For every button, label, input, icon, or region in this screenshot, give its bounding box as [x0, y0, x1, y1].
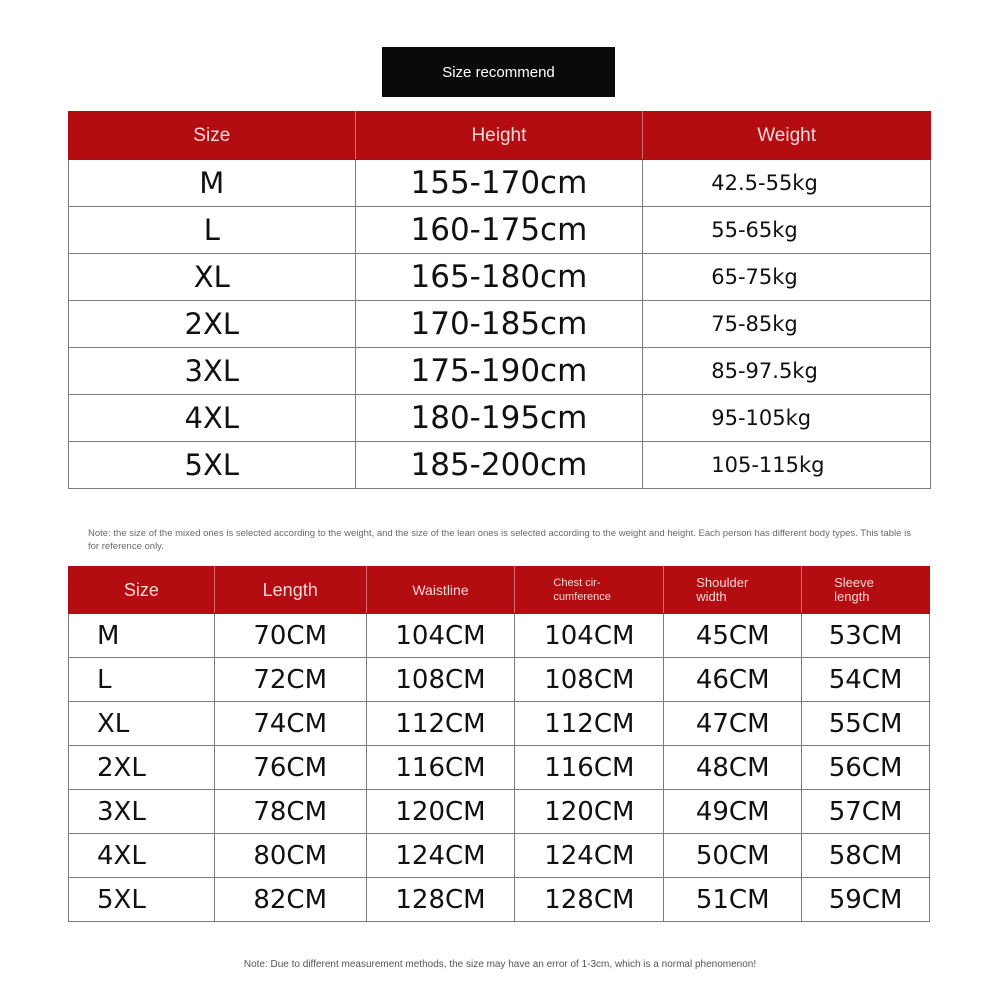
height-cell: 165-180cm: [355, 254, 643, 301]
length-cell: 78CM: [214, 790, 366, 834]
shoulder-cell: 49CM: [664, 790, 802, 834]
table-row: [69, 746, 930, 790]
waistline-cell: 112CM: [366, 702, 515, 746]
size-cell: 5XL: [69, 878, 215, 922]
weight-cell: 85-97.5kg: [643, 348, 931, 395]
height-cell: 170-185cm: [355, 301, 643, 348]
waistline-cell: 120CM: [366, 790, 515, 834]
header-waistline: Waistline: [366, 567, 515, 614]
header-size: Size: [69, 567, 215, 614]
chest-cell: 128CM: [515, 878, 664, 922]
chest-cell: 120CM: [515, 790, 664, 834]
waistline-cell: 108CM: [366, 658, 515, 702]
header-size: Size: [69, 112, 356, 160]
table-row: [69, 160, 931, 207]
chest-cell: 124CM: [515, 834, 664, 878]
header-height: Height: [355, 112, 643, 160]
length-cell: 72CM: [214, 658, 366, 702]
chest-cell: 108CM: [515, 658, 664, 702]
page-title: Size recommend: [382, 47, 615, 97]
table-row: [69, 658, 930, 702]
length-cell: 70CM: [214, 614, 366, 658]
table-row: [69, 614, 930, 658]
shoulder-cell: 51CM: [664, 878, 802, 922]
shoulder-cell: 46CM: [664, 658, 802, 702]
table-row: [69, 442, 931, 489]
chest-cell: 112CM: [515, 702, 664, 746]
table-row: [69, 254, 931, 301]
note-measurement-error: Note: Due to different measurement methods, the size may have an error of 1-3cm, which is a normal phenomenon!: [243, 959, 757, 970]
waistline-cell: 128CM: [366, 878, 515, 922]
header-shoulder: Shoulder width: [664, 567, 802, 614]
weight-cell: 95-105kg: [643, 395, 931, 442]
table-header-row: [69, 112, 931, 160]
height-cell: 160-175cm: [355, 207, 643, 254]
table-row: [69, 790, 930, 834]
header-chest: Chest cir- cumference: [515, 567, 664, 614]
size-cell: M: [69, 614, 215, 658]
size-cell: 4XL: [69, 834, 215, 878]
height-cell: 155-170cm: [355, 160, 643, 207]
table-row: [69, 878, 930, 922]
length-cell: 74CM: [214, 702, 366, 746]
shoulder-cell: 50CM: [664, 834, 802, 878]
chest-cell: 104CM: [515, 614, 664, 658]
table-row: [69, 207, 931, 254]
size-cell: M: [69, 160, 356, 207]
length-cell: 80CM: [214, 834, 366, 878]
table-row: [69, 348, 931, 395]
height-cell: 180-195cm: [355, 395, 643, 442]
size-cell: 4XL: [69, 395, 356, 442]
table-row: [69, 301, 931, 348]
size-cell: 2XL: [69, 301, 356, 348]
weight-cell: 42.5-55kg: [643, 160, 931, 207]
note-fit: Note: the size of the mixed ones is selected according to the weight, and the size of the lean ones is selected according to the weight and height. Each person has different body types. This table is for reference only.: [88, 528, 911, 552]
shoulder-cell: 45CM: [664, 614, 802, 658]
sleeve-cell: 55CM: [802, 702, 930, 746]
sleeve-cell: 56CM: [802, 746, 930, 790]
table-header-row: [69, 567, 930, 614]
header-sleeve: Sleeve length: [802, 567, 930, 614]
sleeve-cell: 53CM: [802, 614, 930, 658]
sleeve-cell: 59CM: [802, 878, 930, 922]
size-cell: XL: [69, 702, 215, 746]
size-recommend-table: [68, 111, 931, 489]
size-cell: 3XL: [69, 790, 215, 834]
size-cell: 3XL: [69, 348, 356, 395]
header-weight: Weight: [643, 112, 931, 160]
measurement-table: [68, 566, 930, 922]
sleeve-cell: 58CM: [802, 834, 930, 878]
table-row: [69, 702, 930, 746]
length-cell: 82CM: [214, 878, 366, 922]
weight-cell: 75-85kg: [643, 301, 931, 348]
header-length: Length: [214, 567, 366, 614]
height-cell: 175-190cm: [355, 348, 643, 395]
shoulder-cell: 48CM: [664, 746, 802, 790]
size-cell: L: [69, 658, 215, 702]
size-cell: XL: [69, 254, 356, 301]
weight-cell: 55-65kg: [643, 207, 931, 254]
waistline-cell: 116CM: [366, 746, 515, 790]
waistline-cell: 104CM: [366, 614, 515, 658]
height-cell: 185-200cm: [355, 442, 643, 489]
shoulder-cell: 47CM: [664, 702, 802, 746]
table-row: [69, 834, 930, 878]
sleeve-cell: 54CM: [802, 658, 930, 702]
weight-cell: 105-115kg: [643, 442, 931, 489]
weight-cell: 65-75kg: [643, 254, 931, 301]
size-cell: L: [69, 207, 356, 254]
size-cell: 5XL: [69, 442, 356, 489]
chest-cell: 116CM: [515, 746, 664, 790]
waistline-cell: 124CM: [366, 834, 515, 878]
sleeve-cell: 57CM: [802, 790, 930, 834]
length-cell: 76CM: [214, 746, 366, 790]
size-cell: 2XL: [69, 746, 215, 790]
table-row: [69, 395, 931, 442]
